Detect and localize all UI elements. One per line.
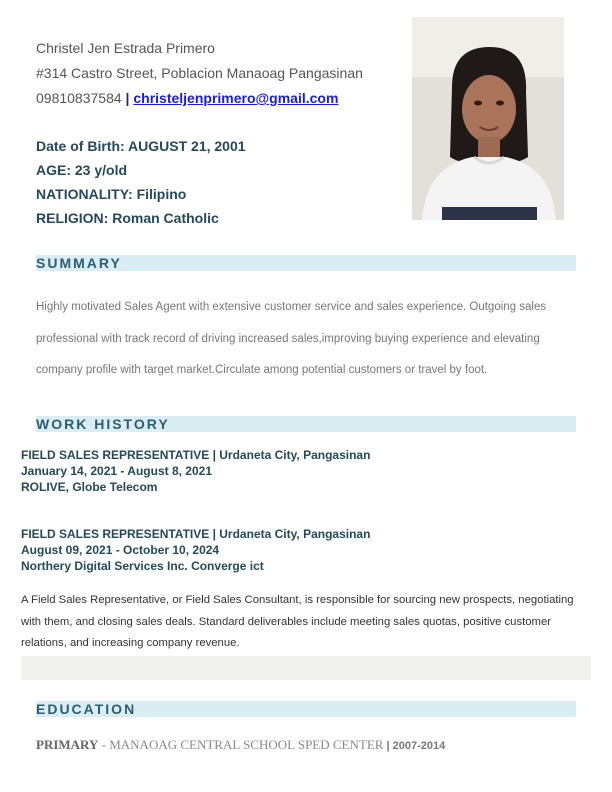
- job-company: ROLIVE, Globe Telecom: [21, 480, 158, 494]
- job-position: FIELD SALES REPRESENTATIVE | Urdaneta City, Pangasinan: [21, 527, 371, 541]
- summary-text: Highly motivated Sales Agent with extensive customer service and sales experience. Outgoing sales professional with track record of driving increased sales,improving buying experience and elevating company profile with target market.Circulate among potential customers or travel by foot.: [36, 301, 547, 376]
- school-name: MANAOAG CENTRAL SCHOOL SPED CENTER: [109, 737, 384, 752]
- nationality: NATIONALITY: Filipino: [36, 186, 187, 202]
- education-entry: [36, 737, 445, 753]
- phone-number: 09810837584: [36, 90, 122, 106]
- divider-band: [21, 656, 591, 680]
- education-years: | 2007-2014: [383, 740, 446, 752]
- job-dates: August 09, 2021 - October 10, 2024: [21, 543, 220, 557]
- email-link[interactable]: christeljenprimero@gmail.com: [133, 90, 339, 106]
- contact-line: [36, 90, 338, 106]
- job-entry: [21, 526, 370, 574]
- education-level: PRIMARY: [36, 737, 99, 752]
- religion: RELIGION: Roman Catholic: [36, 210, 219, 226]
- job-description: A Field Sales Representative, or Field Sales Consultant, is responsible for sourcing new prospects, negotiating with them, and closing sales deals. Standard deliverables include meeting sales quotas, positive customer relations, and increasing company revenue.: [21, 594, 574, 649]
- age: AGE: 23 y/old: [36, 162, 128, 178]
- applicant-address: #314 Castro Street, Poblacion Manaoag Pangasinan: [36, 65, 363, 81]
- education-dash: -: [98, 737, 110, 752]
- job-dates: January 14, 2021 - August 8, 2021: [21, 464, 212, 478]
- contact-separator: |: [125, 90, 130, 106]
- applicant-name: Christel Jen Estrada Primero: [36, 40, 215, 56]
- job-entry: [21, 447, 370, 495]
- job-company: Northery Digital Services Inc. Converge ict: [21, 559, 264, 573]
- job-position: FIELD SALES REPRESENTATIVE | Urdaneta City, Pangasinan: [21, 448, 371, 462]
- profile-photo: [412, 17, 564, 220]
- work-history-heading: WORK HISTORY: [36, 416, 170, 432]
- date-of-birth: Date of Birth: AUGUST 21, 2001: [36, 138, 246, 154]
- summary-heading: SUMMARY: [36, 255, 122, 271]
- education-heading: EDUCATION: [36, 701, 137, 717]
